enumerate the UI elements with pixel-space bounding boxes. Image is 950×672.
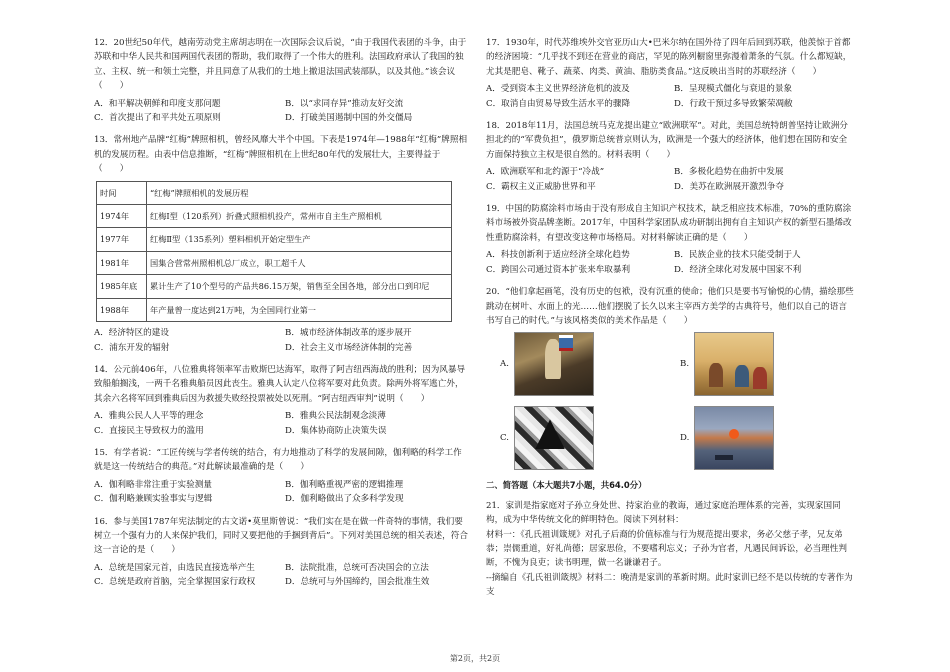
option-c: C．霸权主义正威胁世界和平 (486, 181, 596, 192)
question-13 (94, 133, 468, 354)
table-cell: 累计生产了10个型号的产品共86.15万架，销售至全国各地，部分出口到印尼 (147, 275, 452, 298)
question-15 (94, 446, 468, 507)
table-row (97, 228, 452, 251)
material-1: 材料一：《孔氏祖训箴规》对孔子后裔的价值标准与行为规范提出要求，务必父慈子孝，兄友弟恭；崇儒重道，好礼尚德；居家思俭，不要嗜利忘义；子孙为官者，凡遇民间诉讼，必当理性判断，不愧为良吏；读书明理，做一名谦谦君子。 (486, 529, 847, 569)
option-c: C．浦东开发的辐射 (94, 342, 170, 353)
option-a: A．雅典公民人人平等的理念 (94, 411, 204, 422)
option-label: B. (680, 359, 690, 370)
history-table (96, 181, 452, 322)
table-row (97, 298, 452, 321)
option-b: B．法院批准，总统可否决国会的立法 (285, 562, 429, 573)
question-stem: 19．中国的防腐涂料市场由于没有形成自主知识产权技术，缺乏相应技术标准，70%的重防腐涂料市场被外资品牌垄断。2017年，中国科学家团队成功研制出拥有自主知识产权的新型石墨烯改性重防腐涂料，有望改变这种市场格局。对材料解读正确的是（ ） (486, 204, 852, 243)
option-a: A．伽利略非常注重于实验测量 (94, 479, 212, 490)
option-a (500, 332, 680, 396)
question-stem: 14．公元前406年，八位雅典将领率军击败斯巴达海军，取得了阿吉纽西海战的胜利；因为风暴导致船舶搁浅，一两千名雅典船员因此丧生。雅典人认定八位将军要对此负责。除两外将军逃亡外，其余六名将军回到雅典后因为救援失败经投票被处以死刑。“阿吉纽西审判”说明（ ） (94, 364, 466, 404)
question-stem: 16．参与美国1787年宪法制定的古文诺•莫里斯曾说：“我们实在是在做一件奇特的事情，我们要树立一个强有力的人来保护我们，同时又要把他的手捆到背后”。下列对美国总统的相关表述，符合这一言论的是（ ） (94, 516, 468, 556)
question-stem: 18．2018年11月，法国总统马克龙提出建立“欧洲联军”。对此，美国总统特朗普坚持让欧洲分担北约的“军费负担”，俄罗斯总统普京则认为，欧洲是一个强大的经济体，他们想在国防和安全方面保持独立主权是很自然的。材料表明（ ） (486, 121, 848, 160)
section-title: 二、简答题（本大题共7小题，共64.0分） (486, 480, 647, 491)
table-row (97, 181, 452, 204)
left-column (94, 36, 468, 598)
option-d (680, 406, 860, 470)
table-cell: 1981年 (97, 251, 147, 274)
question-17 (486, 36, 854, 111)
option-d: D．集体协商防止决策失误 (285, 425, 387, 436)
option-label: C. (500, 433, 510, 444)
option-a: A．和平解决朝鲜和印度支那问题 (94, 98, 221, 109)
question-20 (486, 285, 854, 470)
table-cell: 1985年底 (97, 275, 147, 298)
option-d: D．伽利略做出了众多科学发现 (285, 494, 404, 505)
options (94, 326, 468, 355)
option-b: B．民族企业的技术只能受制于人 (674, 250, 801, 261)
table-cell: 1977年 (97, 228, 147, 251)
table-row (97, 251, 452, 274)
option-c: C．首次提出了和平共处五项原则 (94, 113, 221, 124)
option-a: A．受到资本主义世界经济危机的波及 (486, 84, 630, 95)
options (94, 409, 468, 438)
question-stem: 15．有学者说：“工匠传统与学者传统的结合，有力地推动了科学的发展间隙，伽利略的科学工作就是这一传统结合的典范。”对此解读最准确的是（ ） (94, 447, 462, 473)
question-21 (486, 499, 854, 600)
question-19 (486, 202, 854, 277)
option-c: C．跨国公司通过资本扩张来牟取暴利 (486, 264, 631, 275)
option-a: A．科技创新利于适应经济全球化趋势 (486, 250, 630, 261)
options (486, 248, 854, 277)
table-cell: 1974年 (97, 205, 147, 228)
table-cell: 1988年 (97, 298, 147, 321)
options (94, 561, 468, 590)
option-b: B．呈现模式僵化与衰退的景象 (674, 84, 793, 95)
option-c: C．直接民主导致权力的滥用 (94, 425, 204, 436)
material-2: --摘编自《孔氏祖训箴规》材料二：晚清是家训的革新时期。此时家训已经不是以传统的专著作为支 (486, 572, 853, 598)
question-18 (486, 119, 854, 194)
option-d: D．行政干预过多导致繁荣凋敝 (674, 98, 793, 109)
table-cell: 时间 (97, 181, 147, 204)
artwork-options (500, 332, 854, 470)
question-stem: 12．20世纪50年代，越南劳动党主席胡志明在一次国际会议后说，“由于我国代表团的斗争，由于苏联和中华人民共和国两国代表团的帮助，我们取得了一个伟大的胜利。法国政府承认了我国的独立、主权、统一和领土完整，并且同意了从我们的土地上撤退法国武装部队，以及其他。”该会议（ ） (94, 38, 467, 92)
table-cell: 国集合营常州照相机总厂成立，职工超千人 (147, 251, 452, 274)
option-c (500, 406, 680, 470)
question-16 (94, 515, 468, 590)
painting-liberty-image (514, 332, 594, 396)
option-d: D．总统可与外国缔约，国会批准生效 (285, 577, 430, 588)
option-a: A．欧洲联军和北约源于“冷战” (486, 167, 605, 178)
options (486, 165, 854, 194)
option-b: B．城市经济体制改革的逐步展开 (285, 328, 412, 339)
options (94, 97, 468, 126)
painting-guernica-image (514, 406, 594, 470)
option-label: D. (680, 433, 690, 444)
table-cell: 红梅Ⅱ型（135系列）塑料相机开始定型生产 (147, 228, 452, 251)
option-a: A．经济特区的建设 (94, 328, 169, 339)
option-d: D．经济全球化对发展中国家不利 (674, 264, 802, 275)
option-c: C．取消自由贸易导致生活水平的骤降 (486, 98, 631, 109)
option-a: A．总统是国家元首，由选民直接选举产生 (94, 562, 255, 573)
option-b (680, 332, 860, 396)
table-cell: “红梅”牌照相机的发展历程 (147, 181, 452, 204)
painting-impression-sunrise-image (694, 406, 774, 470)
option-b: B．以“求同存异”推动友好交流 (285, 98, 404, 109)
option-label: A. (500, 359, 509, 370)
question-14 (94, 363, 468, 438)
option-c: C．总统是政府首脑，完全掌握国家行政权 (94, 577, 256, 588)
painting-gleaners-image (694, 332, 774, 396)
table-row (97, 275, 452, 298)
option-b: B．多极化趋势在曲折中发展 (674, 167, 784, 178)
question-stem: 17．1930年，时代苏维埃外交官亚历山大•巴米尔纳在国外待了四年后回到苏联，他羡惊于首都的经济困境：“几乎找不到还在营业的商店，罕见的陈列橱窗里弥漫着萧条的气氛。什么都短缺，尤其是肥皂、靴子、蔬菜、肉类、黄油、脂肪类食品。”这反映出当时的苏联经济（ ） (486, 38, 852, 77)
option-b: B．伽利略重视严密的逻辑推理 (285, 479, 404, 490)
options (486, 82, 854, 111)
option-b: B．雅典公民法制观念淡薄 (285, 411, 386, 422)
options (94, 478, 468, 507)
option-d: D．打破美国遏制中国的外交僵局 (285, 113, 413, 124)
option-d: D．美苏在欧洲展开激烈争夺 (674, 181, 785, 192)
question-stem: 20．“他们拿起画笔，没有历史的包袱，没有沉重的使命；他们只是要书写愉悦的心情，描绘那些跳动在树叶、水面上的光……他们摆脱了长久以来主宰西方美学的古典符号，他们以自己的语言书写自己的时代。”与该风格类似的美术作品是（ ） (486, 287, 854, 326)
right-column (486, 36, 854, 608)
table-row (97, 205, 452, 228)
table-cell: 年产量曾一度达到21万吨，为全国同行业第一 (147, 298, 452, 321)
question-stem: 21．家训是指家庭对子孙立身处世、持家治业的教诲，通过家庭治理体系的完善，实现家国同构，成为中华传统文化的鲜明特色。阅读下列材料： (486, 500, 841, 526)
option-d: D．社会主义市场经济体制的完善 (285, 342, 413, 353)
question-stem: 13．常州地产品牌“红梅”牌照相机，曾经风靡大半个中国。下表是1974年—1988年“红梅”牌照相机的发展历程。由表中信息推断，“红梅”牌照相机在上世纪80年代的发展壮大，主要得益于（ ） (94, 135, 468, 175)
question-12 (94, 36, 468, 125)
table-cell: 红梅Ⅰ型（120系列）折叠式照相机投产，常州市自主生产照相机 (147, 205, 452, 228)
option-c: C．伽利略兼顾实验事实与逻辑 (94, 494, 213, 505)
page-footer: 第2页，共2页 (449, 654, 501, 663)
